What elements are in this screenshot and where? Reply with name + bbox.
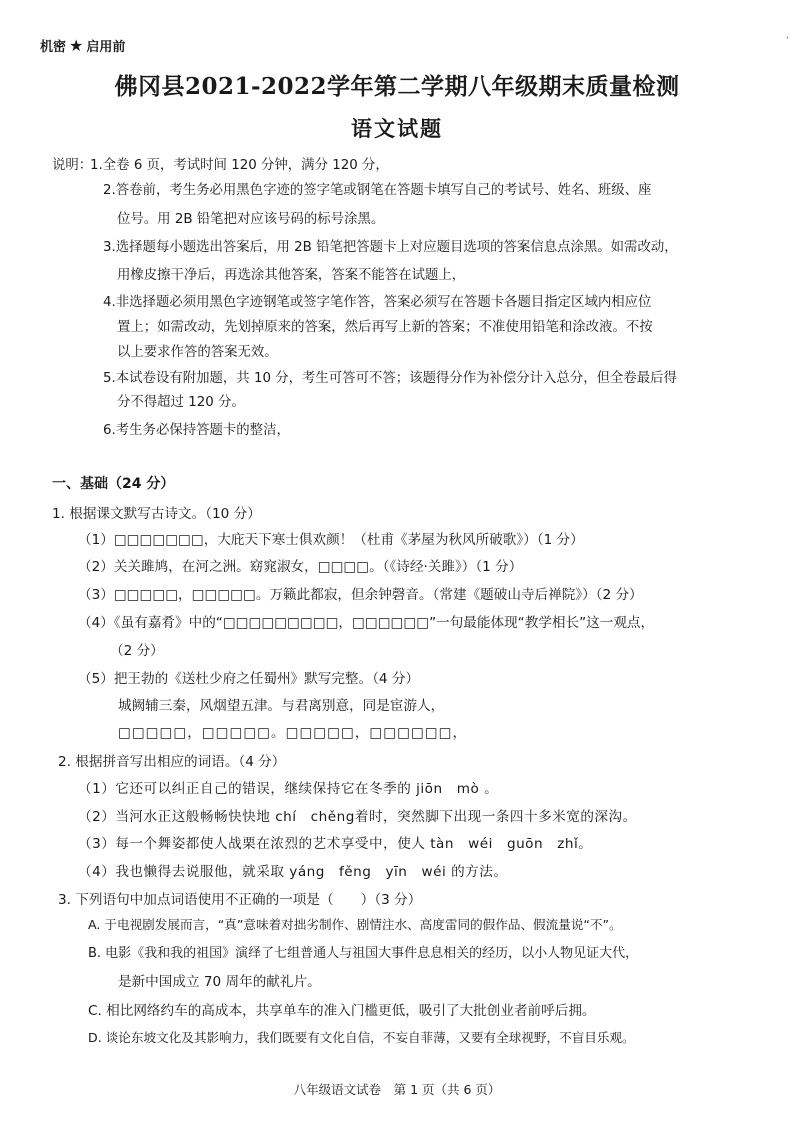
question-item: （1）□□□□□□□，大庇天下寒士俱欢颜！（杜甫《茅屋为秋风所破歌》）（1 分）: [78, 532, 584, 548]
question-item: （4）《虽有嘉肴》中的“□□□□□□□□□，□□□□□□”一句最能体现“教学相长”这一观点，: [78, 615, 655, 631]
instruction-line: 分不得超过 120 分。: [117, 395, 245, 410]
poem-blanks: □□□□□，□□□□□。□□□□□，□□□□□□，: [118, 725, 468, 741]
option-b-cont: 是新中国成立 70 周年的献礼片。: [118, 974, 321, 990]
instruction-line: 3.选择题每小题选出答案后，用 2B 铅笔把答题卡上对应题目选项的答案信息点涂黑。如需改动，: [103, 240, 678, 255]
exam-title: 佛冈县2021-2022学年第二学期八年级期末质量检测: [114, 73, 680, 100]
instruction-line: 位号。用 2B 铅笔把对应该号码的标号涂黑。: [117, 212, 385, 227]
star-icon: ★: [69, 36, 84, 55]
confidential-mark: [40, 36, 125, 55]
instruction-line: 用橡皮擦干净后，再选涂其他答案，答案不能答在试题上，: [117, 268, 466, 283]
question-item: （2 分）: [110, 643, 164, 659]
question-stem: 3. 下列语句中加点词语使用不正确的一项是（ ）（3 分）: [58, 892, 422, 908]
question-item: （5）把王勃的《送杜少府之任蜀州》默写完整。（4 分）: [78, 671, 420, 687]
corner-tick: ‘: [786, 36, 789, 46]
instruction-line: 以上要求作答的答案无效。: [117, 345, 278, 360]
before-use-label: 启用前: [86, 40, 126, 55]
exam-subtitle: 语文试题: [351, 116, 443, 141]
section-heading: 一、基础（24 分）: [52, 476, 175, 492]
instruction-line: 置上；如需改动，先划掉原来的答案，然后再写上新的答案；不准使用铅笔和涂改液。不按: [117, 320, 653, 335]
question-item: （3）□□□□□，□□□□□。万籁此都寂，但余钟磬音。（常建《题破山寺后禅院》）（2 分）: [78, 587, 643, 603]
question-item: （2）当河水正这般畅畅快快地 chí chěng着时，突然脚下出现一条四十多米宽的深沟。: [78, 809, 637, 825]
instruction-line: 5.本试卷设有附加题，共 10 分，考生可答可不答；该题得分作为补偿分计入总分，但全卷最后得: [103, 371, 677, 386]
question-item: （4）我也懒得去说服他，就采取 yáng fěng yīn wéi 的方法。: [78, 864, 508, 880]
poem-line: 城阙辅三秦，风烟望五津。与君离别意，同是宦游人，: [118, 698, 445, 714]
option-c: C. 相比网络约车的高成本，共享单车的准入门槛更低，吸引了大批创业者前呼后拥。: [88, 1003, 596, 1019]
question-item: （3）每一个舞姿都使人战栗在浓烈的艺术享受中，使人 tàn wéi guōn zhǐ。: [78, 836, 593, 852]
instruction-line: 6.考生务必保持答题卡的整洁，: [103, 423, 290, 438]
question-item: （2）关关雎鸠，在河之洲。窈窕淑女，□□□□。（《诗经·关雎》）（1 分）: [78, 559, 523, 575]
question-stem: 2. 根据拼音写出相应的词语。（4 分）: [58, 754, 286, 770]
question-item: （1）它还可以纠正自己的错误，继续保持它在冬季的 jiōn mò 。: [78, 781, 499, 797]
instruction-line: 4.非选择题必须用黑色字迹钢笔或签字笔作答，答案必须写在答题卡各题目指定区域内相应位: [103, 295, 652, 310]
option-b: B. 电影《我和我的祖国》演绎了七组普通人与祖国大事件息息相关的经历，以小人物见证大代，: [88, 946, 639, 961]
question-stem: 1. 根据课文默写古诗文。（10 分）: [52, 506, 261, 522]
instruction-line: 2.答卷前，考生务必用黑色字迹的签字笔或钢笔在答题卡填写自己的考试号、姓名、班级、座: [103, 183, 652, 198]
option-d: D. 谈论东坡文化及其影响力，我们既要有文化自信，不妄自菲薄，又要有全球视野，不盲目乐观。: [88, 1030, 635, 1045]
option-a: A. 于电视剧发展而言，“真”意味着对拙劣制作、剧情注水、高度雷同的假作品、假流量说“不”。: [88, 917, 622, 932]
confidential-label: 机密: [40, 40, 67, 55]
instructions-label: 说明：: [52, 158, 93, 173]
page-footer: 八年级语文试卷 第 1 页（共 6 页）: [293, 1082, 501, 1097]
instruction-line: 1.全卷 6 页，考试时间 120 分钟，满分 120 分，: [90, 158, 389, 173]
